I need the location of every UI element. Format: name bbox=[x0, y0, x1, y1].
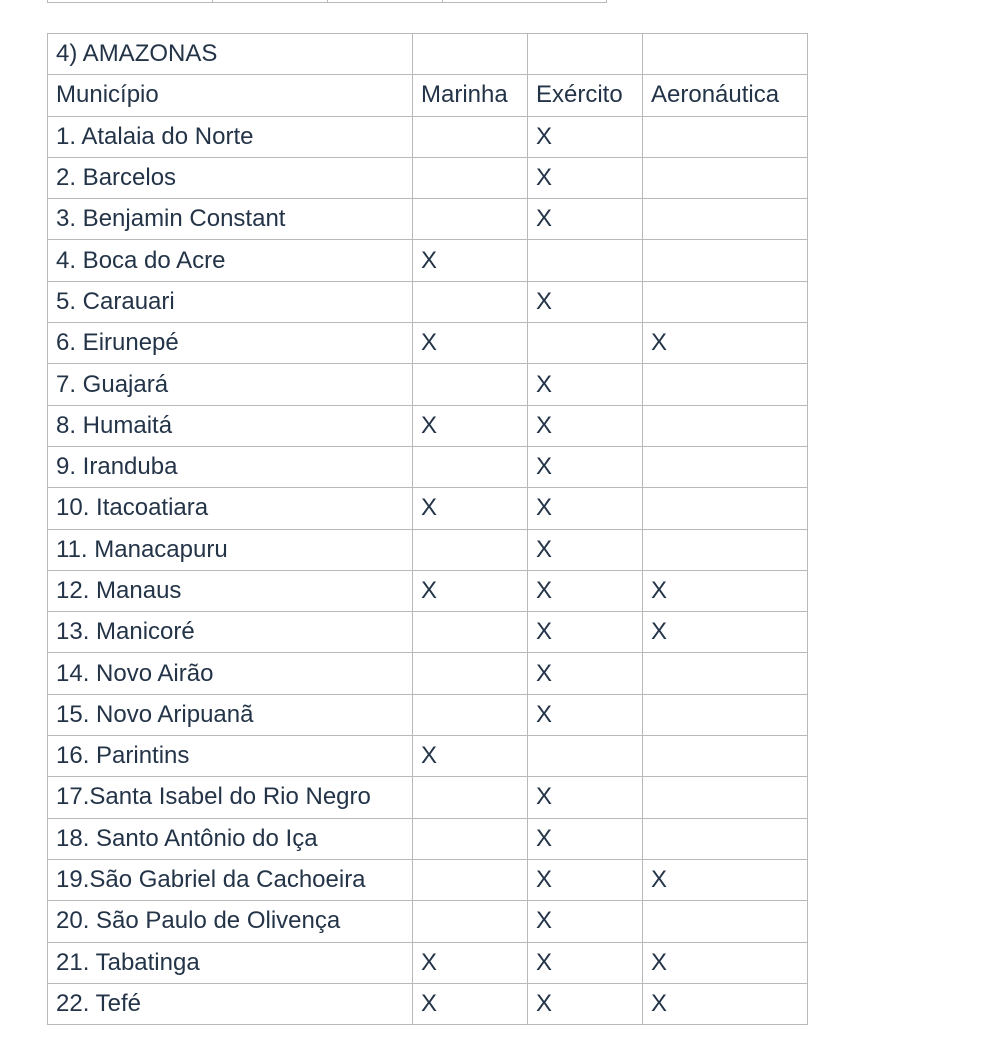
aeronautica-cell: X bbox=[643, 570, 808, 611]
header-municipio: Município bbox=[48, 75, 413, 116]
empty-cell bbox=[413, 34, 528, 75]
table-row bbox=[48, 364, 808, 405]
table-row bbox=[48, 736, 808, 777]
exercito-cell: X bbox=[528, 901, 643, 942]
previous-table-divider bbox=[212, 0, 213, 2]
table-row bbox=[48, 570, 808, 611]
aeronautica-cell bbox=[643, 405, 808, 446]
marinha-cell bbox=[413, 116, 528, 157]
exercito-cell bbox=[528, 323, 643, 364]
table-row bbox=[48, 901, 808, 942]
aeronautica-cell bbox=[643, 777, 808, 818]
exercito-cell: X bbox=[528, 488, 643, 529]
table-row bbox=[48, 818, 808, 859]
municipio-cell: 18. Santo Antônio do Içа bbox=[48, 818, 413, 859]
aeronautica-cell bbox=[643, 736, 808, 777]
aeronautica-cell bbox=[643, 529, 808, 570]
header-marinha: Marinha bbox=[413, 75, 528, 116]
marinha-cell bbox=[413, 364, 528, 405]
exercito-cell bbox=[528, 240, 643, 281]
municipio-cell: 19.São Gabriel da Cachoeira bbox=[48, 859, 413, 900]
marinha-cell bbox=[413, 859, 528, 900]
exercito-cell: X bbox=[528, 364, 643, 405]
exercito-cell: X bbox=[528, 446, 643, 487]
marinha-cell: X bbox=[413, 570, 528, 611]
header-aeronautica: Aeronáutica bbox=[643, 75, 808, 116]
section-title-row bbox=[48, 34, 808, 75]
marinha-cell: X bbox=[413, 942, 528, 983]
exercito-cell: X bbox=[528, 694, 643, 735]
table-row bbox=[48, 240, 808, 281]
marinha-cell bbox=[413, 446, 528, 487]
table-row bbox=[48, 488, 808, 529]
exercito-cell: X bbox=[528, 612, 643, 653]
marinha-cell bbox=[413, 901, 528, 942]
municipio-cell: 9. Iranduba bbox=[48, 446, 413, 487]
exercito-cell: X bbox=[528, 405, 643, 446]
aeronautica-cell bbox=[643, 653, 808, 694]
previous-table-remnant bbox=[47, 0, 607, 3]
exercito-cell: X bbox=[528, 281, 643, 322]
municipio-cell: 1. Atalaia do Norte bbox=[48, 116, 413, 157]
marinha-cell bbox=[413, 529, 528, 570]
table-row bbox=[48, 323, 808, 364]
table-row bbox=[48, 859, 808, 900]
municipio-cell: 7. Guajará bbox=[48, 364, 413, 405]
marinha-cell: X bbox=[413, 323, 528, 364]
municipio-cell: 12. Manaus bbox=[48, 570, 413, 611]
table-row bbox=[48, 199, 808, 240]
municipio-cell: 14. Novo Airão bbox=[48, 653, 413, 694]
aeronautica-cell: X bbox=[643, 942, 808, 983]
section-title: 4) AMAZONAS bbox=[48, 34, 413, 75]
aeronautica-cell bbox=[643, 281, 808, 322]
exercito-cell: X bbox=[528, 859, 643, 900]
municipio-cell: 13. Manicoré bbox=[48, 612, 413, 653]
table-row bbox=[48, 157, 808, 198]
exercito-cell: X bbox=[528, 942, 643, 983]
exercito-cell: X bbox=[528, 199, 643, 240]
table-row bbox=[48, 612, 808, 653]
marinha-cell: X bbox=[413, 405, 528, 446]
table-row bbox=[48, 942, 808, 983]
marinha-cell bbox=[413, 694, 528, 735]
exercito-cell: X bbox=[528, 653, 643, 694]
marinha-cell bbox=[413, 157, 528, 198]
marinha-cell bbox=[413, 818, 528, 859]
aeronautica-cell bbox=[643, 818, 808, 859]
exercito-cell: X bbox=[528, 529, 643, 570]
marinha-cell bbox=[413, 777, 528, 818]
aeronautica-cell: X bbox=[643, 983, 808, 1024]
header-exercito: Exército bbox=[528, 75, 643, 116]
previous-table-divider bbox=[327, 0, 328, 2]
municipio-cell: 17.Santa Isabel do Rio Negro bbox=[48, 777, 413, 818]
aeronautica-cell bbox=[643, 488, 808, 529]
exercito-cell: X bbox=[528, 818, 643, 859]
aeronautica-cell bbox=[643, 901, 808, 942]
marinha-cell bbox=[413, 653, 528, 694]
municipio-cell: 8. Humaitá bbox=[48, 405, 413, 446]
municipio-cell: 20. São Paulo de Olivença bbox=[48, 901, 413, 942]
municipio-cell: 3. Benjamin Constant bbox=[48, 199, 413, 240]
municipio-cell: 4. Boca do Acre bbox=[48, 240, 413, 281]
table-row bbox=[48, 281, 808, 322]
amazonas-table bbox=[47, 33, 808, 1025]
municipio-cell: 21. Tabatinga bbox=[48, 942, 413, 983]
municipio-cell: 2. Barcelos bbox=[48, 157, 413, 198]
previous-table-divider bbox=[442, 0, 443, 2]
table-row bbox=[48, 529, 808, 570]
table-row bbox=[48, 777, 808, 818]
header-row bbox=[48, 75, 808, 116]
aeronautica-cell: X bbox=[643, 859, 808, 900]
municipio-cell: 10. Itacoatiara bbox=[48, 488, 413, 529]
aeronautica-cell: X bbox=[643, 323, 808, 364]
table-row bbox=[48, 694, 808, 735]
aeronautica-cell bbox=[643, 694, 808, 735]
empty-cell bbox=[528, 34, 643, 75]
municipio-cell: 6. Eirunepé bbox=[48, 323, 413, 364]
exercito-cell: X bbox=[528, 983, 643, 1024]
table-row bbox=[48, 983, 808, 1024]
exercito-cell: X bbox=[528, 777, 643, 818]
marinha-cell bbox=[413, 612, 528, 653]
aeronautica-cell bbox=[643, 157, 808, 198]
aeronautica-cell bbox=[643, 116, 808, 157]
municipio-cell: 11. Manacapuru bbox=[48, 529, 413, 570]
aeronautica-cell bbox=[643, 446, 808, 487]
municipio-cell: 22. Tefé bbox=[48, 983, 413, 1024]
exercito-cell: X bbox=[528, 157, 643, 198]
aeronautica-cell bbox=[643, 364, 808, 405]
empty-cell bbox=[643, 34, 808, 75]
aeronautica-cell: X bbox=[643, 612, 808, 653]
marinha-cell bbox=[413, 199, 528, 240]
exercito-cell: X bbox=[528, 570, 643, 611]
municipio-cell: 16. Parintins bbox=[48, 736, 413, 777]
marinha-cell: X bbox=[413, 983, 528, 1024]
exercito-cell: X bbox=[528, 116, 643, 157]
table-row bbox=[48, 446, 808, 487]
aeronautica-cell bbox=[643, 240, 808, 281]
municipio-cell: 5. Carauari bbox=[48, 281, 413, 322]
table-row bbox=[48, 116, 808, 157]
marinha-cell: X bbox=[413, 488, 528, 529]
table-row bbox=[48, 405, 808, 446]
aeronautica-cell bbox=[643, 199, 808, 240]
exercito-cell bbox=[528, 736, 643, 777]
marinha-cell bbox=[413, 281, 528, 322]
marinha-cell: X bbox=[413, 736, 528, 777]
municipio-cell: 15. Novo Aripuanã bbox=[48, 694, 413, 735]
table-row bbox=[48, 653, 808, 694]
marinha-cell: X bbox=[413, 240, 528, 281]
